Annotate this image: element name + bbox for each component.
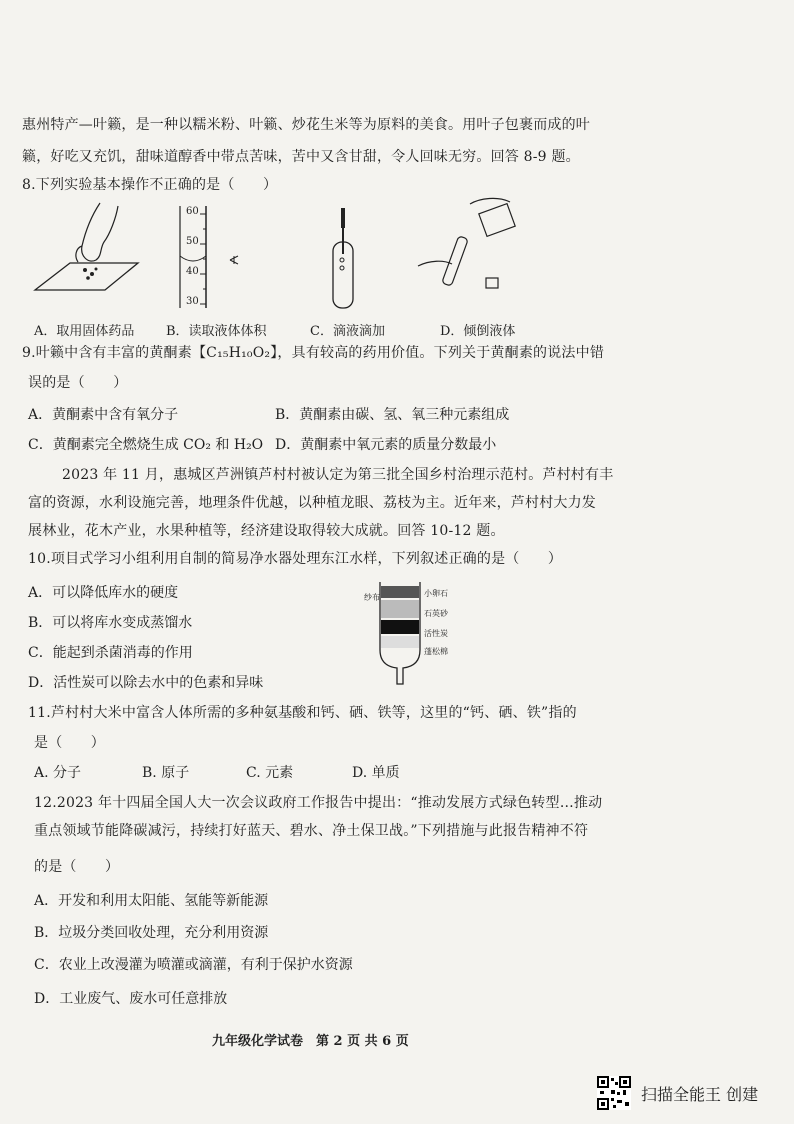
q12-option-d: D．工业废气、废水可任意排放 xyxy=(34,991,228,1007)
intro-1-line-2: 籁，好吃又充饥，甜味道醇香中带点苦味，苦中又含甘甜，令人回味无穷。回答 8-9 题。 xyxy=(22,149,580,165)
figure-water-filter xyxy=(375,580,425,690)
q11-option-a: A. 分子 xyxy=(34,765,82,781)
question-9-stem-1: 9.叶籁中含有丰富的黄酮素【C₁₅H₁₀O₂】，具有较高的药用价值。下列关于黄酮素的说法中错 xyxy=(22,345,605,361)
question-12-stem-1: 12.2023 年十四届全国人大一次会议政府工作报告中提出：“推动发展方式绿色转型…推动 xyxy=(34,795,603,811)
figure-pour-liquid xyxy=(410,194,520,298)
filter-label-activated-carbon: 活性炭 xyxy=(424,629,448,638)
q10-option-a: A．可以降低库水的硬度 xyxy=(28,585,179,601)
q9-option-a: A．黄酮素中含有氧分子 xyxy=(28,407,179,423)
q8-option-d: D．倾倒液体 xyxy=(440,324,516,339)
question-8-stem: 8.下列实验基本操作不正确的是（ ） xyxy=(22,177,278,193)
scanner-watermark: 扫描全能王 创建 xyxy=(641,1085,759,1104)
question-12-stem-2: 重点领域节能降碳减污，持续打好蓝天、碧水、净土保卫战。”下列措施与此报告精神不符 xyxy=(34,823,589,839)
q12-option-b: B．垃圾分类回收处理，充分利用资源 xyxy=(34,925,269,941)
filter-label-gauze: 纱布 xyxy=(364,593,380,602)
filter-label-quartz-sand: 石英砂 xyxy=(424,609,448,618)
question-9-stem-2: 误的是（ ） xyxy=(28,375,128,391)
q12-option-a: A．开发和利用太阳能、氢能等新能源 xyxy=(34,893,269,909)
filter-label-pebbles: 小卵石 xyxy=(424,589,448,598)
question-11-stem-2: 是（ ） xyxy=(34,735,105,751)
filter-label-cotton: 蓬松棉 xyxy=(424,647,448,656)
q9-option-d: D．黄酮素中氧元素的质量分数最小 xyxy=(275,437,497,453)
intro-2-line-1: 2023 年 11 月，惠城区芦洲镇芦村村被认定为第三批全国乡村治理示范村。芦村村有丰 xyxy=(62,467,614,483)
scale-tick-60: 60 xyxy=(186,206,199,217)
page-footer: 九年级化学试卷 第 2 页 共 6 页 xyxy=(212,1034,409,1049)
q11-option-b: B. 原子 xyxy=(142,765,190,781)
question-10-stem: 10.项目式学习小组利用自制的简易净水器处理东江水样，下列叙述正确的是（ ） xyxy=(28,551,563,567)
question-12-stem-3: 的是（ ） xyxy=(34,859,120,875)
q8-option-a: A．取用固体药品 xyxy=(34,324,135,339)
q8-option-c: C．滴液滴加 xyxy=(310,324,385,339)
intro-1-line-1: 惠州特产—叶籁，是一种以糯米粉、叶籁、炒花生米等为原料的美食。用叶子包裹而成的叶 xyxy=(22,117,590,133)
scale-tick-50: 50 xyxy=(186,236,199,247)
qr-code-icon xyxy=(597,1076,631,1110)
q10-option-c: C．能起到杀菌消毒的作用 xyxy=(28,645,193,661)
figure-dropper xyxy=(318,206,368,310)
scale-tick-30: 30 xyxy=(186,296,199,307)
q11-option-d: D. 单质 xyxy=(352,765,400,781)
q8-option-b: B．读取液体体积 xyxy=(166,324,267,339)
q10-option-d: D．活性炭可以除去水中的色素和异味 xyxy=(28,675,264,691)
q11-option-c: C. 元素 xyxy=(246,765,294,781)
figure-take-solid xyxy=(30,198,140,308)
q9-option-c: C．黄酮素完全燃烧生成 CO₂ 和 H₂O xyxy=(28,437,264,453)
q12-option-c: C．农业上改漫灌为喷灌或滴灌，有利于保护水资源 xyxy=(34,957,353,973)
q9-option-b: B．黄酮素由碳、氢、氧三种元素组成 xyxy=(275,407,510,423)
scale-tick-40: 40 xyxy=(186,266,199,277)
q10-option-b: B．可以将库水变成蒸馏水 xyxy=(28,615,193,631)
intro-2-line-2: 富的资源，水利设施完善，地理条件优越，以种植龙眼、荔枝为主。近年来，芦村村大力发 xyxy=(28,495,596,511)
figure-graduated-cylinder xyxy=(170,204,250,312)
intro-2-line-3: 展林业，花木产业，水果种植等，经济建设取得较大成就。回答 10-12 题。 xyxy=(28,523,505,539)
question-11-stem-1: 11.芦村村大米中富含人体所需的多种氨基酸和钙、硒、铁等，这里的“钙、硒、铁”指的 xyxy=(28,705,577,721)
